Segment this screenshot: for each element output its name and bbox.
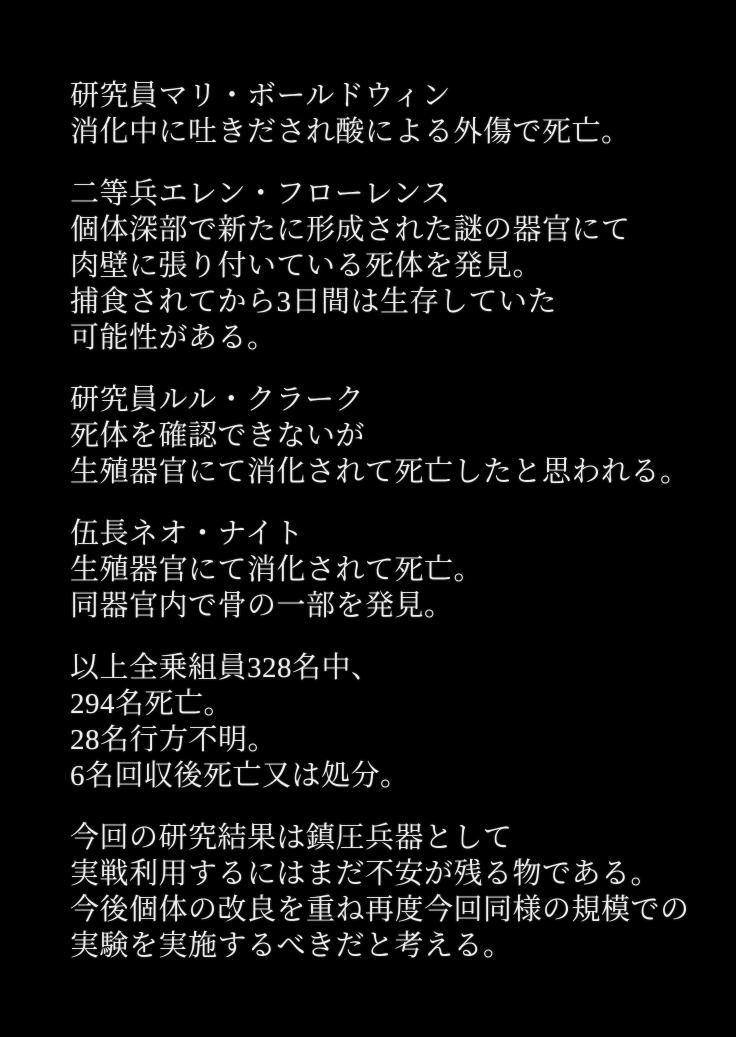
report-paragraph-conclusion [70,820,706,964]
report-line: 死体を確認できないが [70,420,366,452]
report-paragraph-casualty-eren [70,176,706,356]
report-line: 28名行方不明。 [70,724,278,756]
report-line: 伍長ネオ・ナイト [70,518,304,550]
report-paragraph-casualty-lulu [70,382,706,490]
report-line: 研究員ルル・クラーク [70,384,365,416]
report-line: 捕食されてから3日間は生存していた [70,286,558,318]
report-line: 以上全乗組員328名中、 [70,652,381,684]
report-line: 研究員マリ・ボールドウィン [70,80,452,112]
report-paragraph-casualty-mari [70,78,706,150]
report-line: 実験を実施するべきだと考える。 [70,930,513,962]
report-line: 二等兵エレン・フローレンス [70,178,451,210]
report-line: 肉壁に張り付いている死体を発見。 [70,250,543,282]
report-paragraph-casualty-neo [70,516,706,624]
report-line: 今回の研究結果は鎮圧兵器として [70,822,513,854]
report-line: 実戦利用するにはまだ不安が残る物である。 [70,858,661,890]
report-line: 6名回収後死亡又は処分。 [70,760,410,792]
report-line: 消化中に吐きだされ酸による外傷で死亡。 [70,116,631,148]
report-line: 生殖器官にて消化されて死亡。 [70,554,484,586]
report-line: 今後個体の改良を重ね再度今回同様の規模での [70,894,690,926]
report-paragraph-casualty-totals [70,650,706,794]
report-line: 生殖器官にて消化されて死亡したと思われる。 [70,456,690,488]
report-line: 可能性がある。 [70,322,277,354]
report-line: 個体深部で新たに形成された謎の器官にて [70,214,631,246]
report-line: 同器官内で骨の一部を発見。 [70,590,454,622]
report-line: 294名死亡。 [70,688,234,720]
